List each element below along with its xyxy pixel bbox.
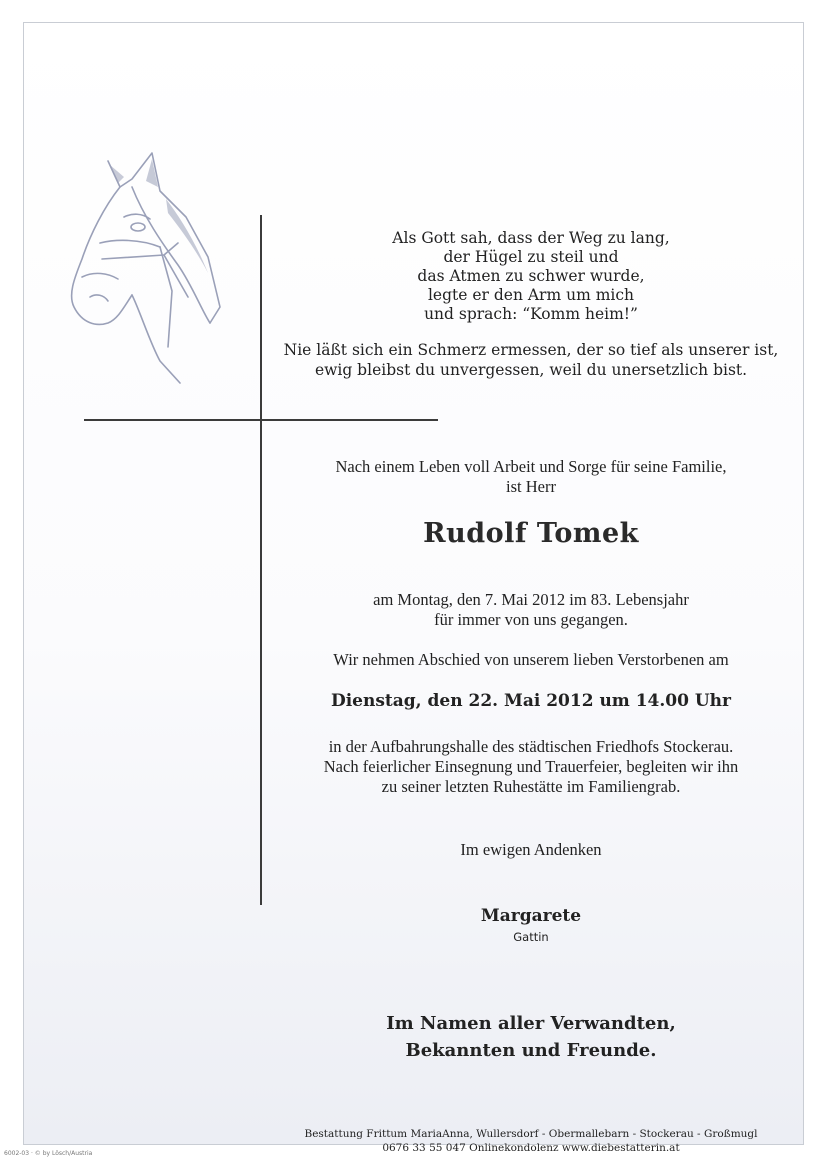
place-line: in der Aufbahrungshalle des städtischen Friedhofs Stockerau. (328, 737, 734, 756)
death-notice (260, 590, 802, 630)
place-line: Nach feierlicher Einsegnung und Trauerfeier, begleiten wir ihn (323, 757, 739, 776)
poem-line: das Atmen zu schwer wurde, (417, 267, 645, 285)
mourner-name: Margarete (480, 906, 582, 926)
poem-line: und sprach: “Komm heim!” (424, 305, 638, 323)
couplet-line: ewig bleibst du unvergessen, weil du unersetzlich bist. (314, 360, 748, 379)
footer-line: 0676 33 55 047 Onlinekondolenz www.diebestatterin.at (382, 1142, 680, 1154)
deceased-name: Rudolf Tomek (423, 518, 639, 549)
death-line: am Montag, den 7. Mai 2012 im 83. Lebensjahr (373, 590, 689, 609)
obituary-card (23, 22, 804, 1154)
intro-line: ist Herr (506, 477, 556, 496)
horse-head-icon (60, 147, 230, 387)
funeral-datetime: Dienstag, den 22. Mai 2012 um 14.00 Uhr (330, 691, 731, 711)
mourner-relation: Gattin (513, 930, 549, 944)
poem-line: Als Gott sah, dass der Weg zu lang, (392, 229, 670, 247)
place-line: zu seiner letzten Ruhestätte im Familiengrab. (381, 777, 681, 796)
intro-text (260, 457, 802, 497)
death-line: für immer von uns gegangen. (434, 610, 628, 629)
cross-horizontal-bar (84, 419, 438, 421)
farewell-text: Wir nehmen Abschied von unserem lieben Verstorbenen am (333, 650, 729, 669)
poem-line: der Hügel zu steil und (443, 248, 619, 266)
poem-couplet (260, 341, 802, 380)
closing-line: Im Namen aller Verwandten, (386, 1013, 676, 1034)
closing-line: Bekannten und Freunde. (405, 1040, 657, 1061)
closing-text (260, 1010, 802, 1064)
funeral-home-footer (260, 1127, 802, 1155)
poem-verse (260, 229, 802, 324)
memory-text: Im ewigen Andenken (460, 840, 602, 859)
imprint: 6002-03 · © by Lösch/Austria (4, 1150, 93, 1157)
funeral-place (260, 737, 802, 797)
poem-line: legte er den Arm um mich (427, 286, 635, 304)
couplet-line: Nie läßt sich ein Schmerz ermessen, der so tief als unserer ist, (283, 341, 779, 359)
intro-line: Nach einem Leben voll Arbeit und Sorge für seine Familie, (335, 457, 727, 476)
footer-line: Bestattung Frittum MariaAnna, Wullersdorf - Obermallebarn - Stockerau - Großmugl (304, 1128, 758, 1140)
